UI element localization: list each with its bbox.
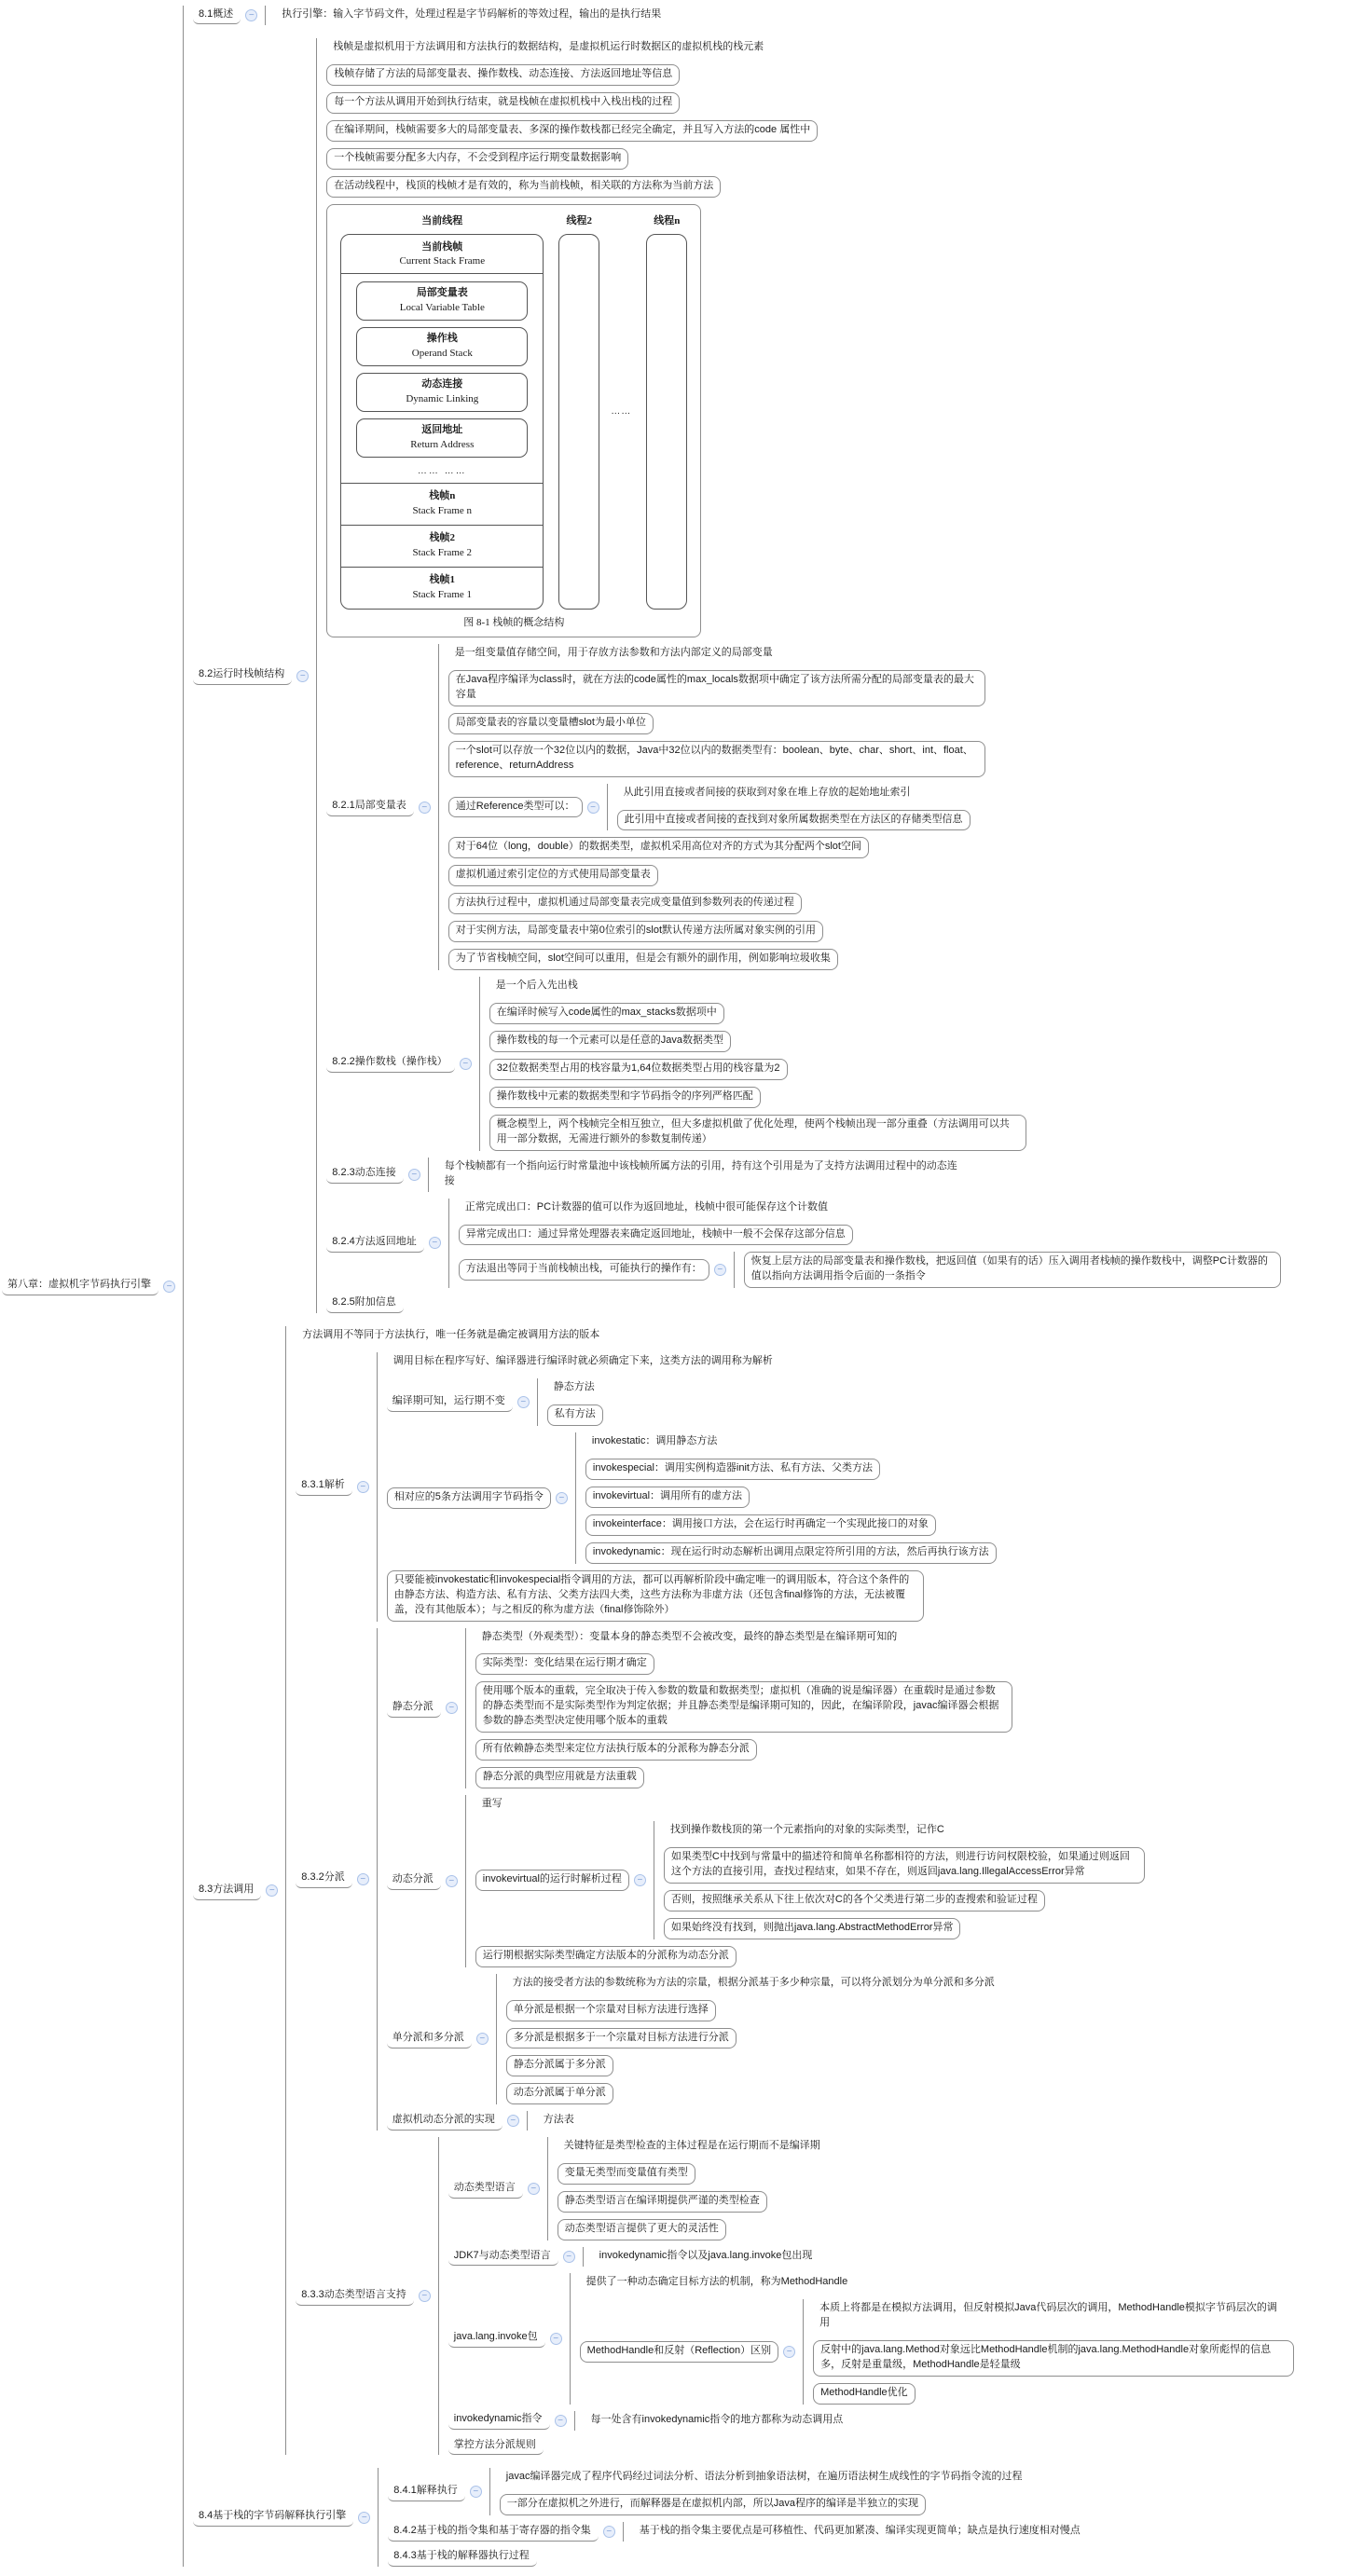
stack-frame-zh: 栈帧2 (429, 532, 456, 544)
topic[interactable]: 静态方法 (547, 1378, 601, 1398)
topic[interactable]: 如果类型C中找到与常量中的描述符和简单名称都相符的方法，则进行访问权限校验，如果通过则返回这个方法的直接引用，查找过程结束，如果不存在，则返回java.lang.IllegalAccessError异常 (664, 1847, 1145, 1884)
topic[interactable]: 栈帧存储了方法的局部变量表、操作数栈、动态连接、方法返回地址等信息 (326, 64, 680, 86)
topic[interactable]: 从此引用直接或者间接的获取到对象在堆上存放的起始地址索引 (617, 784, 917, 803)
collapse-icon[interactable]: − (357, 1873, 369, 1885)
threads-ellipsis: …… (611, 405, 632, 417)
topic[interactable]: 虚拟机通过索引定位的方式使用局部变量表 (448, 865, 658, 886)
collapse-icon[interactable]: − (358, 2512, 370, 2524)
topic[interactable]: 方法执行过程中，虚拟机通过局部变量表完成变量值到参数列表的传递过程 (448, 893, 802, 914)
stack-frame-row (341, 567, 543, 609)
collapse-icon[interactable]: − (556, 1492, 568, 1504)
collapse-icon[interactable]: − (419, 2290, 431, 2302)
topic[interactable]: 动态分派 (387, 1871, 441, 1890)
stack-frame-figure (326, 204, 701, 637)
topic[interactable]: 运行期根据实际类型确定方法版本的分派称为动态分派 (475, 1946, 737, 1967)
topic[interactable]: 概念模型上，两个栈帧完全相互独立，但大多虚拟机做了优化处理，使两个栈帧出现一部分重叠（方法调用可以共用一部分数据，无需进行额外的参数复制传递） (489, 1115, 1026, 1151)
collapse-icon[interactable]: − (555, 2415, 567, 2427)
frame-part-zh: 局部变量表 (416, 287, 468, 299)
collapse-icon[interactable]: − (714, 1264, 726, 1276)
topic[interactable]: 对于64位（long，double）的数据类型，虚拟机采用高位对齐的方式为其分配两个slot空间 (448, 837, 869, 858)
frame-part (356, 327, 528, 366)
topic[interactable]: 反射中的java.lang.Method对象远比MethodHandle机制的java.lang.MethodHandle对象所彪悍的信息多，反射是重量级，MethodHandle是轻量级 (813, 2340, 1294, 2377)
current-stack-frame-en: Current Stack Frame (399, 255, 486, 267)
topic[interactable]: javac编译器完成了程序代码经过词法分析、语法分析到抽象语法树，在遍历语法树生成线性的字节码指令流的过程 (500, 2468, 1029, 2487)
topic[interactable]: 静态类型语言在编译期提供严谨的类型检查 (558, 2191, 767, 2213)
current-stack-frame-zh: 当前栈帧 (421, 240, 463, 253)
topic[interactable]: 恢复上层方法的局部变量表和操作数栈，把返回值（如果有的话）压入调用者栈帧的操作数栈中，调整PC计数器的值以指向方法调用指令后面的一条指令 (744, 1252, 1281, 1288)
topic[interactable]: 动态分派属于单分派 (506, 2083, 613, 2104)
frame-part-zh: 操作栈 (426, 333, 458, 345)
topic[interactable]: 单分派是根据一个宗量对目标方法进行选择 (506, 2000, 716, 2021)
collapse-icon[interactable]: − (357, 1481, 369, 1493)
topic[interactable]: invokevirtual：调用所有的虚方法 (585, 1487, 750, 1508)
topic[interactable]: 8.2.3动态连接 (326, 1165, 403, 1184)
topic[interactable]: 8.4.1解释执行 (388, 2483, 464, 2501)
topic[interactable]: 在活动线程中，栈顶的栈帧才是有效的，称为当前栈帧，相关联的方法称为当前方法 (326, 176, 721, 198)
topic[interactable]: 8.3.1解析 (296, 1477, 351, 1496)
topic[interactable]: MethodHandle优化 (813, 2383, 916, 2405)
threadn-stack-box (646, 234, 687, 610)
thread2-label: 线程2 (566, 214, 593, 226)
topic[interactable]: invokespecial：调用实例构造器init方法、私有方法、父类方法 (585, 1459, 880, 1480)
frame-part-zh: 动态连接 (421, 378, 463, 391)
topic[interactable]: 动态类型语言提供了更大的灵活性 (558, 2219, 726, 2240)
topic[interactable]: 异常完成出口：通过异常处理器表来确定返回地址，栈帧中一般不会保存这部分信息 (459, 1225, 853, 1246)
topic[interactable]: 掌控方法分派规则 (448, 2437, 544, 2456)
topic[interactable]: JDK7与动态类型语言 (448, 2248, 558, 2267)
topic[interactable]: invokedynamic：现在运行时动态解析出调用点限定符所引用的方法，然后再执行该方法 (585, 1542, 997, 1564)
topic[interactable]: 一个slot可以存放一个32位以内的数据，Java中32位以内的数据类型有：boolean、byte、char、short、int、float、reference、returnAddress (448, 741, 985, 777)
topic[interactable]: 本质上将都是在模拟方法调用，但反射模拟Java代码层次的调用，MethodHandle模拟字节码层次的调用 (813, 2299, 1292, 2334)
stack-frame-en: Stack Frame 2 (412, 547, 473, 559)
figure-caption: 图 8-1 栈帧的概念结构 (463, 617, 565, 628)
collapse-icon[interactable]: − (296, 670, 309, 682)
topic[interactable]: 执行引擎：输入字节码文件，处理过程是字节码解析的等效过程，输出的是执行结果 (275, 6, 668, 25)
topic[interactable]: 8.4基于栈的字节码解释执行引擎 (193, 2508, 353, 2527)
collapse-icon[interactable]: − (634, 1874, 646, 1886)
frame-part-zh: 返回地址 (421, 424, 463, 435)
collapse-icon[interactable]: − (470, 2486, 482, 2498)
frame-part (356, 418, 528, 458)
stack-frame-row (341, 483, 543, 525)
collapse-icon[interactable]: − (507, 2115, 519, 2127)
topic[interactable]: 8.1概述 (193, 7, 241, 25)
collapse-icon[interactable]: − (266, 1884, 278, 1897)
topic[interactable]: 8.3.2分派 (296, 1870, 351, 1888)
topic[interactable]: java.lang.invoke包 (448, 2329, 545, 2348)
topic[interactable]: 栈帧是虚拟机用于方法调用和方法执行的数据结构，是虚拟机运行时数据区的虚拟机栈的栈元素 (326, 38, 770, 58)
collapse-icon[interactable]: − (245, 9, 257, 21)
topic[interactable]: invokedynamic指令以及java.lang.invoke包出现 (593, 2247, 819, 2267)
collapse-icon[interactable]: − (603, 2526, 615, 2538)
collapse-icon[interactable]: − (476, 2033, 489, 2045)
topic[interactable]: 8.2.5附加信息 (326, 1295, 403, 1313)
topic[interactable]: 在Java程序编译为class时，就在方法的code属性的max_locals数据项中确定了该方法所需分配的局部变量表的最大容量 (448, 670, 985, 706)
topic[interactable]: 调用目标在程序写好、编译器进行编译时就必须确定下来，这类方法的调用称为解析 (387, 1352, 779, 1372)
topic[interactable]: 每一处含有invokedynamic指令的地方都称为动态调用点 (585, 2411, 850, 2431)
topic[interactable]: 所有依赖静态类型来定位方法执行版本的分派称为静态分派 (475, 1739, 757, 1761)
topic[interactable]: 是一组变量值存储空间，用于存放方法参数和方法内部定义的局部变量 (448, 644, 779, 664)
topic[interactable]: 8.4.3基于栈的解释器执行过程 (388, 2548, 536, 2567)
current-stack-frame-header (341, 235, 543, 274)
frame-ellipsis: …… …… (417, 465, 467, 476)
collapse-icon[interactable]: − (446, 1702, 458, 1714)
collapse-icon[interactable]: − (563, 2251, 575, 2263)
topic[interactable]: 8.2.4方法返回地址 (326, 1234, 423, 1253)
topic[interactable]: 此引用中直接或者间接的查找到对象所属数据类型在方法区的存储类型信息 (617, 810, 971, 831)
topic[interactable]: 相对应的5条方法调用字节码指令 (387, 1487, 551, 1509)
topic[interactable]: invokedynamic指令 (448, 2411, 550, 2430)
topic[interactable]: 静态分派的典型应用就是方法重载 (475, 1767, 644, 1788)
topic[interactable]: 方法表 (537, 2111, 581, 2131)
stack-frame-en: Stack Frame 1 (412, 589, 473, 601)
frame-part-en: Return Address (410, 438, 475, 450)
topic[interactable]: MethodHandle和反射（Reflection）区别 (580, 2341, 778, 2363)
topic[interactable]: 找到操作数栈顶的第一个元素指向的对象的实际类型，记作C (664, 1821, 951, 1841)
threadn-label: 线程n (654, 214, 681, 226)
collapse-icon[interactable]: − (446, 1875, 458, 1887)
topic[interactable]: 8.3.3动态类型语言支持 (296, 2287, 413, 2306)
frame-part (356, 373, 528, 412)
topic[interactable]: 在编译期间，栈帧需要多大的局部变量表、多深的操作数栈都已经完全确定，并且写入方法的code 属性中 (326, 120, 818, 142)
topic[interactable]: 变量无类型而变量值有类型 (558, 2163, 695, 2185)
collapse-icon[interactable]: − (163, 1281, 175, 1293)
topic[interactable]: 关键特征是类型检查的主体过程是在运行期而不是编译期 (558, 2137, 827, 2157)
topic[interactable]: invokeinterface：调用接口方法，会在运行时再确定一个实现此接口的对象 (585, 1514, 936, 1536)
collapse-icon[interactable]: − (783, 2346, 795, 2358)
topic[interactable]: 单分派和多分派 (387, 2030, 472, 2048)
thread-stack-box (340, 234, 544, 610)
topic[interactable]: 一个栈帧需要分配多大内存，不会受到程序运行期变量数据影响 (326, 148, 628, 170)
collapse-icon[interactable]: − (587, 802, 599, 814)
collapse-icon[interactable]: − (460, 1058, 472, 1070)
topic[interactable]: 为了节省栈帧空间，slot空间可以重用，但是会有额外的副作用，例如影响垃圾收集 (448, 949, 838, 970)
collapse-icon[interactable]: − (429, 1237, 441, 1249)
topic[interactable]: 虚拟机动态分派的实现 (387, 2112, 503, 2131)
topic[interactable]: 8.4.2基于栈的指令集和基于寄存器的指令集 (388, 2523, 598, 2542)
topic[interactable]: 8.2运行时栈帧结构 (193, 666, 292, 685)
frame-part (356, 281, 528, 321)
frame-part-en: Local Variable Table (399, 302, 485, 314)
topic[interactable]: 静态分派属于多分派 (506, 2055, 613, 2076)
collapse-icon[interactable]: − (528, 2183, 540, 2195)
topic[interactable]: 8.2.2操作数栈（操作栈） (326, 1054, 454, 1073)
topic[interactable]: 静态类型（外观类型）：变量本身的静态类型不会被改变，最终的静态类型是在编译期可知的 (475, 1628, 904, 1648)
stack-frame-zh: 栈帧1 (429, 574, 456, 586)
topic[interactable]: 基于栈的指令集主要优点是可移植性、代码更加紧凑、编译实现更简单；缺点是执行速度相对慢点 (633, 2522, 1087, 2542)
topic[interactable]: 只要能被invokestatic和invokespecial指令调用的方法，都可以再解析阶段中确定唯一的调用版本，符合这个条件的由静态方法、构造方法、私有方法、父类方法四大类，这些方法称为非虚方法（还包含final修饰的方法，无法被覆盖，没有其他版本）；与之相反的称为虚方法（final修饰除外） (387, 1570, 924, 1622)
current-thread-label: 当前线程 (421, 214, 463, 226)
topic[interactable]: 重写 (475, 1795, 509, 1815)
topic[interactable]: 方法退出等同于当前栈帧出栈，可能执行的操作有： (459, 1259, 709, 1281)
topic[interactable]: 方法调用不等同于方法执行，唯一任务就是确定被调用方法的版本 (296, 1326, 606, 1346)
stack-frame-zh: 栈帧n (429, 490, 456, 502)
topic[interactable]: 是一个后入先出栈 (489, 977, 585, 996)
collapse-icon[interactable]: − (550, 2333, 562, 2345)
frame-part-en: Dynamic Linking (406, 393, 479, 405)
topic[interactable]: 第八章：虚拟机字节码执行引擎 (2, 1277, 158, 1295)
topic[interactable]: 通过Reference类型可以： (448, 797, 583, 818)
topic[interactable]: 正常完成出口：PC计数器的值可以作为返回地址，栈帧中很可能保存这个计数值 (459, 1199, 834, 1218)
topic[interactable]: 编译期可知，运行期不变 (387, 1393, 513, 1412)
topic[interactable]: 实际类型：变化结果在运行期才确定 (475, 1653, 654, 1675)
stack-frame-en: Stack Frame n (412, 505, 473, 517)
topic[interactable]: 操作数栈中元素的数据类型和字节码指令的序列严格匹配 (489, 1087, 761, 1108)
topic[interactable]: 每一个方法从调用开始到执行结束，就是栈帧在虚拟机栈中入栈出栈的过程 (326, 92, 680, 114)
topic[interactable]: 使用哪个版本的重载，完全取决于传入参数的数量和数据类型；虚拟机（准确的说是编译器）在重载时是通过参数的静态类型而不是实际类型作为判定依据；并且静态类型是编译期可知的，因此，在编译阶段，javac编译器会根据参数的静态类型决定使用哪个版本的重载 (475, 1681, 1012, 1733)
topic[interactable]: 多分派是根据多于一个宗量对目标方法进行分派 (506, 2028, 737, 2049)
topic[interactable]: 提供了一种动态确定目标方法的机制，称为MethodHandle (580, 2273, 855, 2293)
topic[interactable]: 如果始终没有找到，则抛出java.lang.AbstractMethodError异常 (664, 1918, 961, 1939)
topic[interactable]: 操作数栈的每一个元素可以是任意的Java数据类型 (489, 1031, 731, 1052)
topic[interactable]: 一部分在虚拟机之外进行，而解释器是在虚拟机内部，所以Java程序的编译是半独立的实现 (500, 2494, 926, 2515)
frame-part-en: Operand Stack (411, 348, 473, 360)
topic[interactable]: 8.3方法调用 (193, 1882, 261, 1900)
collapse-icon[interactable]: − (419, 802, 431, 814)
topic[interactable]: invokestatic：调用静态方法 (585, 1432, 723, 1452)
collapse-icon[interactable]: − (408, 1169, 420, 1181)
stack-frame-row (341, 525, 543, 567)
topic[interactable]: 静态分派 (387, 1699, 441, 1718)
topic[interactable]: invokevirtual的运行时解析过程 (475, 1870, 629, 1891)
topic[interactable]: 8.2.1局部变量表 (326, 798, 413, 816)
topic[interactable]: 方法的接受者方法的参数统称为方法的宗量，根据分派基于多少种宗量，可以将分派划分为单分派和多分派 (506, 1974, 1001, 1994)
topic[interactable]: 32位数据类型占用的栈容量为1,64位数据类型占用的栈容量为2 (489, 1059, 788, 1080)
topic[interactable]: 局部变量表的容量以变量槽slot为最小单位 (448, 713, 654, 734)
topic[interactable]: 每个栈帧都有一个指向运行时常量池中该栈帧所属方法的引用，持有这个引用是为了支持方法调用过程中的动态连接 (438, 1158, 973, 1192)
topic[interactable]: 对于实例方法，局部变量表中第0位索引的slot默认传递方法所属对象实例的引用 (448, 921, 823, 942)
topic[interactable]: 私有方法 (547, 1404, 603, 1426)
topic[interactable]: 否则，按照继承关系从下往上依次对C的各个父类进行第二步的查搜索和验证过程 (664, 1890, 1045, 1911)
collapse-icon[interactable]: − (517, 1396, 530, 1408)
thread2-stack-box (558, 234, 599, 610)
topic[interactable]: 在编译时候写入code属性的max_stacks数据项中 (489, 1003, 724, 1024)
topic[interactable]: 动态类型语言 (448, 2180, 523, 2199)
